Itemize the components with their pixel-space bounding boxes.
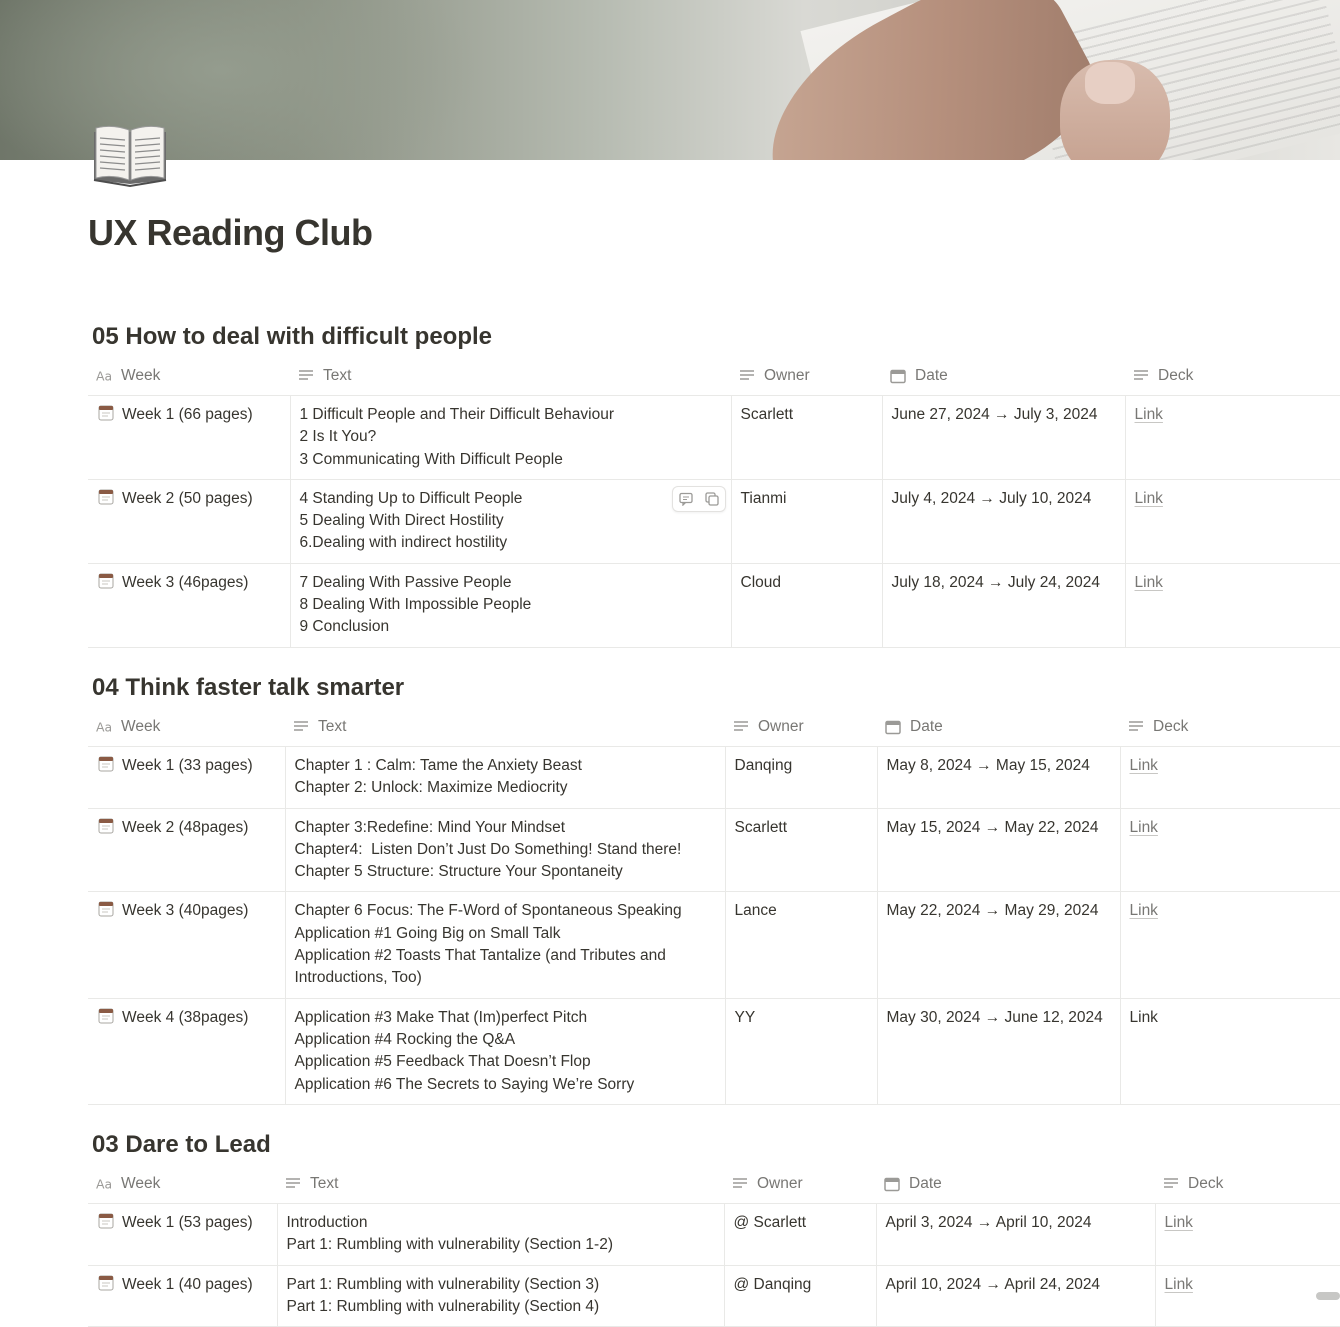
text-lines-icon bbox=[1133, 368, 1149, 384]
text-cell[interactable]: Introduction Part 1: Rumbling with vulnerability (Section 1-2) bbox=[277, 1204, 724, 1266]
owner-cell[interactable]: @ Danqing bbox=[724, 1265, 876, 1327]
deck-link[interactable]: Link bbox=[1164, 1275, 1193, 1293]
text-cell[interactable]: Chapter 1 : Calm: Tame the Anxiety Beast Chapter 2: Unlock: Maximize Mediocrity bbox=[285, 747, 725, 809]
calendar-icon bbox=[884, 1176, 900, 1192]
page-icon bbox=[97, 404, 115, 422]
open-book-icon[interactable] bbox=[90, 122, 170, 188]
column-header-deck[interactable]: Deck bbox=[1155, 1165, 1340, 1204]
deck-cell[interactable] bbox=[1120, 747, 1340, 809]
column-header-week[interactable]: Aa Week bbox=[88, 1165, 277, 1204]
title-aa-icon bbox=[96, 368, 112, 384]
section-04 bbox=[88, 668, 1340, 1105]
date-cell[interactable]: July 4, 2024 → July 10, 2024 bbox=[882, 479, 1125, 563]
page-icon bbox=[97, 1212, 115, 1230]
deck-cell[interactable] bbox=[1155, 1265, 1340, 1327]
row-title[interactable]: Week 1 (66 pages) bbox=[122, 406, 253, 423]
deck-link[interactable]: Link bbox=[1134, 489, 1163, 507]
column-header-owner[interactable]: Owner bbox=[724, 1165, 876, 1204]
text-lines-icon bbox=[293, 719, 309, 735]
section-05 bbox=[88, 317, 1340, 648]
column-header-week[interactable]: Aa Week bbox=[88, 357, 290, 396]
table-row[interactable] bbox=[88, 1204, 1340, 1266]
text-lines-icon bbox=[732, 1176, 748, 1192]
copy-icon[interactable] bbox=[699, 487, 725, 511]
column-header-date[interactable]: Date bbox=[877, 708, 1120, 747]
deck-cell[interactable] bbox=[1120, 808, 1340, 892]
title-aa-icon bbox=[96, 1176, 112, 1192]
svg-text:Aa: Aa bbox=[96, 1176, 112, 1192]
table-row[interactable] bbox=[88, 1265, 1340, 1327]
section-title: 04 Think faster talk smarter bbox=[92, 674, 405, 701]
owner-cell[interactable]: Cloud bbox=[731, 563, 882, 647]
deck-link[interactable]: Link bbox=[1129, 757, 1158, 774]
deck-cell[interactable] bbox=[1125, 396, 1340, 480]
row-title[interactable]: Week 2 (50 pages) bbox=[122, 489, 253, 507]
date-cell[interactable]: April 3, 2024 → April 10, 2024 bbox=[876, 1204, 1155, 1266]
section-title: 03 Dare to Lead bbox=[92, 1131, 271, 1158]
cover-image bbox=[0, 0, 1340, 160]
deck-link[interactable]: Link bbox=[1134, 573, 1163, 591]
cell-actions bbox=[672, 486, 726, 512]
page-icon bbox=[97, 1007, 115, 1025]
date-cell[interactable]: May 8, 2024 → May 15, 2024 bbox=[877, 747, 1120, 809]
owner-cell[interactable]: Tianmi bbox=[731, 479, 882, 563]
deck-link[interactable]: Link bbox=[1134, 406, 1163, 423]
date-cell[interactable]: May 30, 2024 → June 12, 2024 bbox=[877, 998, 1120, 1104]
column-header-owner[interactable]: Owner bbox=[731, 357, 882, 396]
text-lines-icon bbox=[1128, 719, 1144, 735]
page-icon bbox=[97, 488, 115, 506]
column-header-date[interactable]: Date bbox=[882, 357, 1125, 396]
section-title: 05 How to deal with difficult people bbox=[92, 323, 493, 350]
column-header-date[interactable]: Date bbox=[876, 1165, 1155, 1204]
text-cell[interactable]: Part 1: Rumbling with vulnerability (Section 3) Part 1: Rumbling with vulnerability (Section 4) bbox=[277, 1265, 724, 1327]
page-icon bbox=[97, 900, 115, 918]
deck-cell[interactable] bbox=[1125, 479, 1340, 563]
calendar-icon bbox=[885, 719, 901, 735]
svg-text:Aa: Aa bbox=[96, 368, 112, 384]
row-title[interactable]: Week 3 (46pages) bbox=[122, 573, 249, 591]
deck-cell[interactable] bbox=[1120, 998, 1340, 1104]
text-cell[interactable]: Application #3 Make That (Im)perfect Pitch Application #4 Rocking the Q&A Application #5 Feedback That Doesn’t Flop Application #6 The Secrets to Saying We’re Sorry bbox=[285, 998, 725, 1104]
deck-link[interactable]: Link bbox=[1164, 1214, 1193, 1231]
deck-link[interactable]: Link bbox=[1129, 902, 1158, 920]
deck-cell[interactable] bbox=[1155, 1204, 1340, 1266]
date-cell[interactable]: April 10, 2024 → April 24, 2024 bbox=[876, 1265, 1155, 1327]
section-03 bbox=[88, 1125, 1340, 1327]
text-lines-icon bbox=[733, 719, 749, 735]
comment-icon[interactable] bbox=[673, 487, 699, 511]
date-cell[interactable]: July 18, 2024 → July 24, 2024 bbox=[882, 563, 1125, 647]
database-table bbox=[88, 708, 1340, 1105]
text-cell[interactable]: 4 Standing Up to Difficult People 5 Dealing With Direct Hostility 6.Dealing with indirect hostility bbox=[290, 479, 731, 563]
row-title[interactable]: Week 1 (33 pages) bbox=[122, 757, 253, 774]
text-cell[interactable]: Chapter 6 Focus: The F-Word of Spontaneous Speaking Application #1 Going Big on Small Talk Application #2 Toasts That Tantalize (and Tributes and Introductions, Too) bbox=[285, 892, 725, 998]
row-title[interactable]: Week 1 (40 pages) bbox=[122, 1275, 253, 1293]
page-icon bbox=[97, 1274, 115, 1292]
table-row[interactable] bbox=[88, 998, 1340, 1104]
column-header-owner[interactable]: Owner bbox=[725, 708, 877, 747]
deck-link[interactable]: Link bbox=[1129, 818, 1158, 836]
row-title[interactable]: Week 2 (48pages) bbox=[122, 818, 249, 836]
svg-text:Aa: Aa bbox=[96, 719, 112, 735]
row-title[interactable]: Week 1 (53 pages) bbox=[122, 1214, 253, 1231]
table-row[interactable] bbox=[88, 396, 1340, 480]
page-icon bbox=[97, 755, 115, 773]
table-row[interactable] bbox=[88, 892, 1340, 998]
column-header-text[interactable]: Text bbox=[290, 357, 731, 396]
owner-cell[interactable]: Scarlett bbox=[725, 808, 877, 892]
row-title[interactable]: Week 3 (40pages) bbox=[122, 902, 249, 920]
scrollbar-thumb[interactable] bbox=[1316, 1292, 1340, 1300]
column-header-text[interactable]: Text bbox=[285, 708, 725, 747]
column-header-text[interactable]: Text bbox=[277, 1165, 724, 1204]
database-table bbox=[88, 357, 1340, 648]
table-row[interactable] bbox=[88, 808, 1340, 892]
column-header-deck[interactable]: Deck bbox=[1120, 708, 1340, 747]
owner-cell[interactable]: Scarlett bbox=[731, 396, 882, 480]
date-cell[interactable]: May 15, 2024 → May 22, 2024 bbox=[877, 808, 1120, 892]
text-cell[interactable]: 1 Difficult People and Their Difficult Behaviour 2 Is It You? 3 Communicating With Difficult People bbox=[290, 396, 731, 480]
column-header-deck[interactable]: Deck bbox=[1125, 357, 1340, 396]
page-icon bbox=[97, 817, 115, 835]
table-row[interactable] bbox=[88, 747, 1340, 809]
deck-cell[interactable] bbox=[1125, 563, 1340, 647]
page-title: UX Reading Club bbox=[88, 212, 373, 253]
title-aa-icon bbox=[96, 719, 112, 735]
text-lines-icon bbox=[298, 368, 314, 384]
date-cell[interactable]: May 22, 2024 → May 29, 2024 bbox=[877, 892, 1120, 998]
page-icon bbox=[97, 572, 115, 590]
date-cell[interactable]: June 27, 2024 → July 3, 2024 bbox=[882, 396, 1125, 480]
text-cell[interactable]: Chapter 3:Redefine: Mind Your Mindset Chapter4: Listen Don’t Just Do Something! Stand there! Chapter 5 Structure: Structure Your Spontaneity bbox=[285, 808, 725, 892]
row-title[interactable]: Week 4 (38pages) bbox=[122, 1008, 249, 1026]
owner-cell[interactable]: @ Scarlett bbox=[724, 1204, 876, 1266]
text-lines-icon bbox=[1163, 1176, 1179, 1192]
column-header-week[interactable]: Aa Week bbox=[88, 708, 285, 747]
owner-cell[interactable]: Lance bbox=[725, 892, 877, 998]
deck-link[interactable]: Link bbox=[1129, 1008, 1158, 1026]
calendar-icon bbox=[890, 368, 906, 384]
owner-cell[interactable]: Danqing bbox=[725, 747, 877, 809]
table-row[interactable] bbox=[88, 563, 1340, 647]
table-row[interactable] bbox=[88, 479, 1340, 563]
text-lines-icon bbox=[739, 368, 755, 384]
text-lines-icon bbox=[285, 1176, 301, 1192]
text-cell[interactable]: 7 Dealing With Passive People 8 Dealing With Impossible People 9 Conclusion bbox=[290, 563, 731, 647]
owner-cell[interactable]: YY bbox=[725, 998, 877, 1104]
database-table bbox=[88, 1165, 1340, 1327]
deck-cell[interactable] bbox=[1120, 892, 1340, 998]
